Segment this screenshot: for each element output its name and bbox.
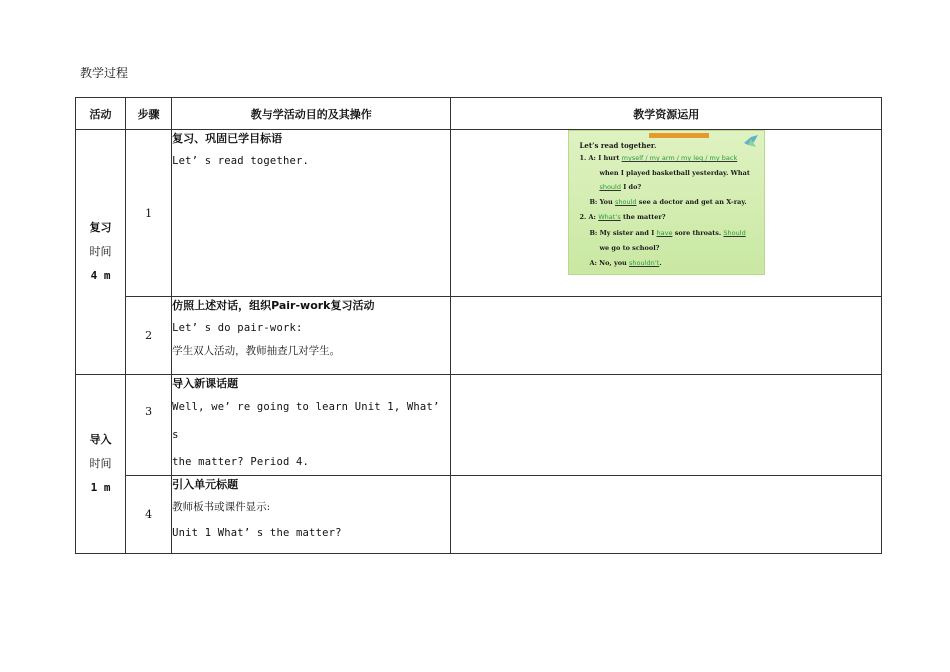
header-step: 步骤 xyxy=(126,98,172,130)
slide-line: when I played basketball yesterday. What xyxy=(599,169,750,177)
operation-line: 教师板书或课件显示: xyxy=(172,501,271,513)
activity-cell-review xyxy=(76,130,126,375)
slide-answer: What’s xyxy=(598,213,621,221)
operation-line: Unit 1 What’ s the matter? xyxy=(172,527,342,539)
operation-title: 引入单元标题 xyxy=(172,478,239,491)
activity-name: 复习 xyxy=(89,221,112,234)
operation-line: the matter? Period 4. xyxy=(172,456,310,468)
slide-answer: have xyxy=(656,229,673,237)
step-number: 3 xyxy=(126,375,172,476)
operation-line: Let’ s do pair-work: xyxy=(172,322,303,334)
operation-line: Well, we’ re going to learn Unit 1, What’ s xyxy=(172,401,440,441)
table-row xyxy=(76,130,882,297)
operation-cell xyxy=(172,297,451,375)
operation-cell xyxy=(172,375,451,476)
table-row xyxy=(76,297,882,375)
header-row xyxy=(76,98,882,130)
operation-title: 仿照上述对话，组织Pair-work复习活动 xyxy=(172,299,375,312)
activity-time-value: 1 m xyxy=(90,481,111,494)
slide-line: 2. A: What’s the matter? xyxy=(579,213,666,221)
slide-answer: should xyxy=(615,198,637,206)
activity-time-label: 时间 xyxy=(89,457,112,470)
slide-title: Let’s read together. xyxy=(579,141,657,150)
slide-line: A: No, you shouldn’t. xyxy=(589,259,662,267)
slide-line: B: You should see a doctor and get an X-ray. xyxy=(589,198,747,206)
lesson-slide-image xyxy=(568,130,765,275)
activity-time-label: 时间 xyxy=(89,245,112,258)
slide-line: should I do? xyxy=(599,183,642,191)
slide-line: B: My sister and I have sore throats. Should xyxy=(589,229,746,237)
header-operation: 教与学活动目的及其操作 xyxy=(172,98,451,130)
table-row xyxy=(76,375,882,476)
table-row xyxy=(76,476,882,554)
slide-banner xyxy=(649,133,709,138)
slide-answer: myself / my arm / my leg / my back xyxy=(621,154,738,162)
step-number: 2 xyxy=(126,297,172,375)
slide-line: 1. A: I hurt myself / my arm / my leg / my back xyxy=(579,154,738,162)
bird-icon xyxy=(742,133,760,149)
step-number: 1 xyxy=(126,130,172,297)
operation-line: Let’ s read together. xyxy=(172,155,310,167)
page-heading: 教学过程 xyxy=(80,66,129,80)
resource-cell xyxy=(451,297,882,375)
slide-answer: Should xyxy=(723,229,746,237)
header-resources: 教学资源运用 xyxy=(451,98,882,130)
step-number: 4 xyxy=(126,476,172,554)
activity-name: 导入 xyxy=(89,433,112,446)
operation-title: 导入新课话题 xyxy=(172,377,239,390)
header-activity: 活动 xyxy=(76,98,126,130)
activity-cell-intro xyxy=(76,375,126,554)
slide-answer: should xyxy=(599,183,621,191)
resource-cell xyxy=(451,476,882,554)
resource-cell xyxy=(451,375,882,476)
operation-title: 复习、巩固已学目标语 xyxy=(172,132,283,145)
operation-cell xyxy=(172,130,451,297)
operation-line: 学生双人活动，教师抽查几对学生。 xyxy=(172,345,341,357)
slide-line: we go to school? xyxy=(599,244,660,252)
slide-answer: shouldn’t xyxy=(629,259,660,267)
activity-time-value: 4 m xyxy=(90,269,111,282)
operation-cell xyxy=(172,476,451,554)
resource-cell xyxy=(451,130,882,297)
lesson-process-table xyxy=(75,97,882,554)
